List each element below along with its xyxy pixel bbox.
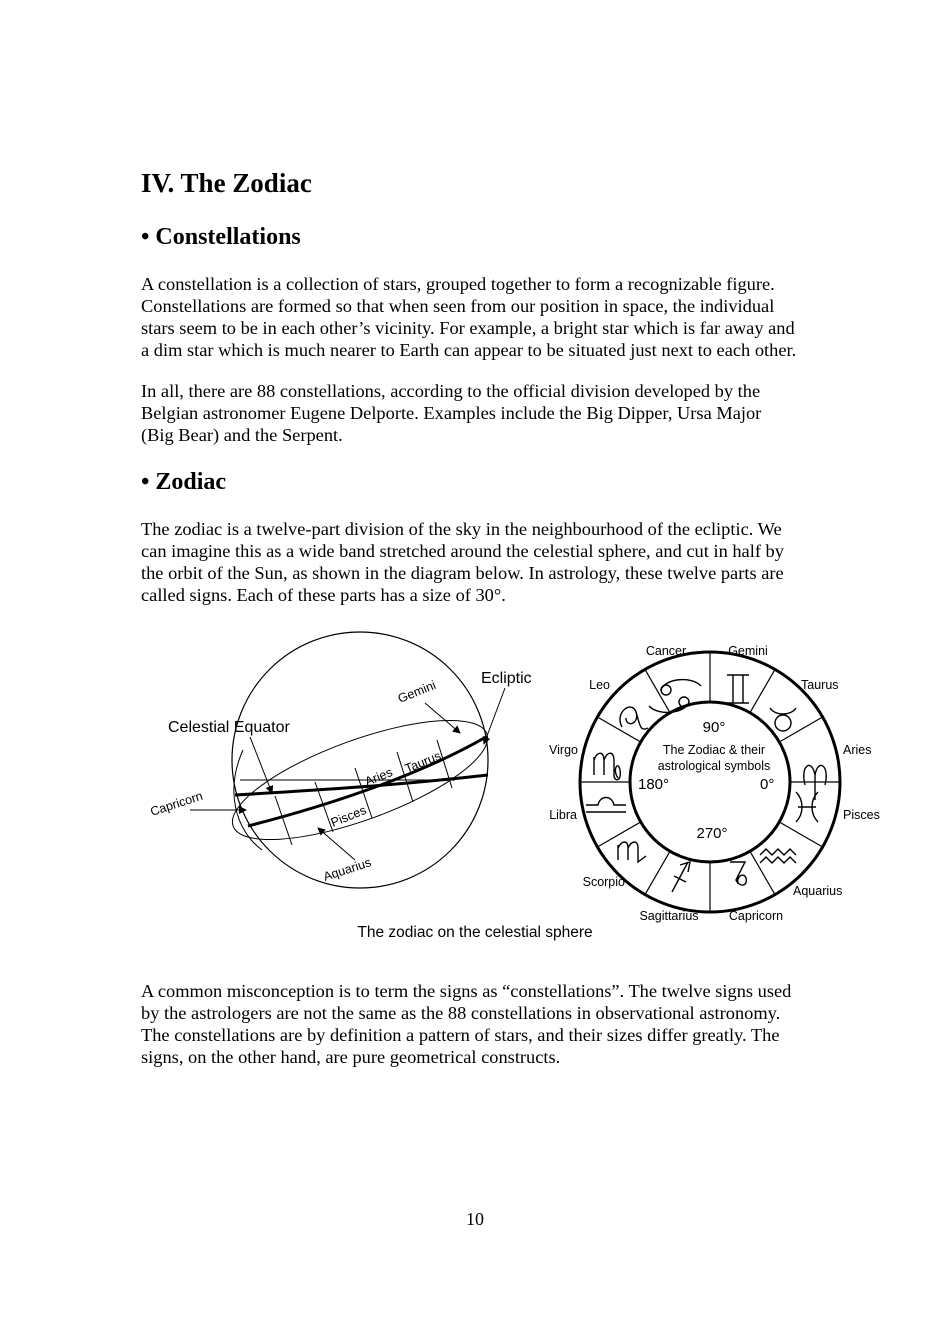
text-line: Belgian astronomer Eugene Delporte. Examples include the Big Dipper, Ursa Major — [141, 403, 762, 423]
text-line: stars seem to be in each other’s vicinity. For example, a bright star which is far away and — [141, 318, 795, 338]
aquarius-pointer — [318, 828, 355, 860]
wheel-label-scorpio: Scorpio — [582, 875, 625, 889]
text-line: A common misconception is to term the signs as “constellations”. The twelve signs used — [141, 981, 792, 1001]
wheel-label-capricorn: Capricorn — [728, 909, 784, 923]
sagittarius-symbol-icon — [672, 862, 690, 892]
label-180-degrees: 180° — [638, 776, 670, 793]
virgo-symbol-icon — [594, 753, 620, 780]
wheel-label-taurus: Taurus — [801, 678, 839, 692]
wheel-center-title-line1: The Zodiac & their — [662, 743, 766, 757]
wheel-label-sagittarius: Sagittarius — [639, 909, 699, 923]
text-line: the orbit of the Sun, as shown in the diagram below. In astrology, these twelve parts are — [141, 563, 784, 583]
pisces-symbol-icon — [796, 792, 818, 822]
label-capricorn: Capricorn — [148, 788, 205, 819]
label-aries: Aries — [362, 765, 395, 789]
label-aquarius: Aquarius — [321, 855, 373, 884]
label-celestial-equator: Celestial Equator — [168, 719, 290, 736]
equator-pointer — [250, 737, 272, 793]
wheel-spoke — [597, 822, 640, 847]
text-line: by the astrologers are not the same as the 88 constellations in observational astronomy. — [141, 1003, 781, 1023]
label-ecliptic: Ecliptic — [481, 670, 532, 687]
scorpio-symbol-icon — [618, 842, 646, 862]
wheel-spoke — [645, 669, 670, 712]
wheel-label-cancer: Cancer — [645, 644, 687, 658]
sphere-outline — [232, 632, 488, 888]
text-line: (Big Bear) and the Serpent. — [141, 425, 343, 445]
text-line: signs, on the other hand, are pure geometrical constructs. — [141, 1047, 561, 1067]
wheel-label-pisces: Pisces — [843, 808, 880, 822]
text-line: a dim star which is much nearer to Earth can appear to be situated just next to each other. — [141, 340, 797, 360]
text-line: can imagine this as a wide band stretched around the celestial sphere, and cut in half by — [141, 541, 784, 561]
wheel-label-gemini: Gemini — [728, 644, 768, 658]
text-line: called signs. Each of these parts has a size of 30°. — [141, 585, 506, 605]
text-line: Constellations are formed so that when seen from our position in space, the individual — [141, 296, 775, 316]
gemini-symbol-icon — [727, 675, 749, 703]
wheel-label-libra: Libra — [549, 808, 577, 822]
wheel-label-aquarius: Aquarius — [793, 884, 843, 898]
label-taurus: Taurus — [402, 748, 443, 776]
text-line: A constellation is a collection of stars, grouped together to form a recognizable figure. — [141, 274, 775, 294]
heading-zodiac: • Zodiac — [141, 469, 227, 495]
wheel-label-leo: Leo — [589, 678, 610, 692]
gemini-pointer — [425, 703, 460, 733]
wheel-label-aries: Aries — [843, 743, 872, 757]
wheel-label-virgo: Virgo — [549, 743, 578, 757]
label-pisces: Pisces — [328, 803, 369, 830]
wheel-spoke — [779, 822, 822, 847]
zodiac-wheel-diagram — [549, 644, 880, 923]
capricorn-symbol-icon — [730, 862, 746, 885]
wheel-center-title-line2: astrological symbols — [657, 759, 771, 773]
wheel-spoke — [779, 717, 822, 742]
wheel-spoke — [645, 851, 670, 894]
leo-symbol-icon — [620, 707, 648, 729]
figure-caption: The zodiac on the celestial sphere — [357, 924, 593, 941]
label-90-degrees: 90° — [702, 719, 726, 736]
label-0-degrees: 0° — [760, 776, 775, 793]
libra-symbol-icon — [586, 798, 626, 813]
wheel-spoke — [597, 717, 640, 742]
text-line: The constellations are by definition a pattern of stars, and their sizes differ greatly. The — [141, 1025, 780, 1045]
ecliptic-pointer — [484, 688, 505, 744]
aquarius-symbol-icon — [760, 849, 796, 863]
heading-constellations: • Constellations — [141, 224, 301, 250]
chapter-title: IV. The Zodiac — [141, 168, 312, 198]
label-270-degrees: 270° — [696, 825, 728, 842]
text-line: The zodiac is a twelve-part division of the sky in the neighbourhood of the ecliptic. We — [141, 519, 782, 539]
wheel-spoke — [750, 669, 775, 712]
paragraph-misconception — [141, 980, 821, 1068]
taurus-symbol-icon — [770, 708, 796, 731]
wheel-spoke — [750, 851, 775, 894]
celestial-sphere-diagram — [149, 632, 532, 888]
text-line: In all, there are 88 constellations, according to the official division developed by the — [141, 381, 761, 401]
label-gemini: Gemini — [395, 677, 438, 706]
page-number: 10 — [466, 1209, 484, 1229]
